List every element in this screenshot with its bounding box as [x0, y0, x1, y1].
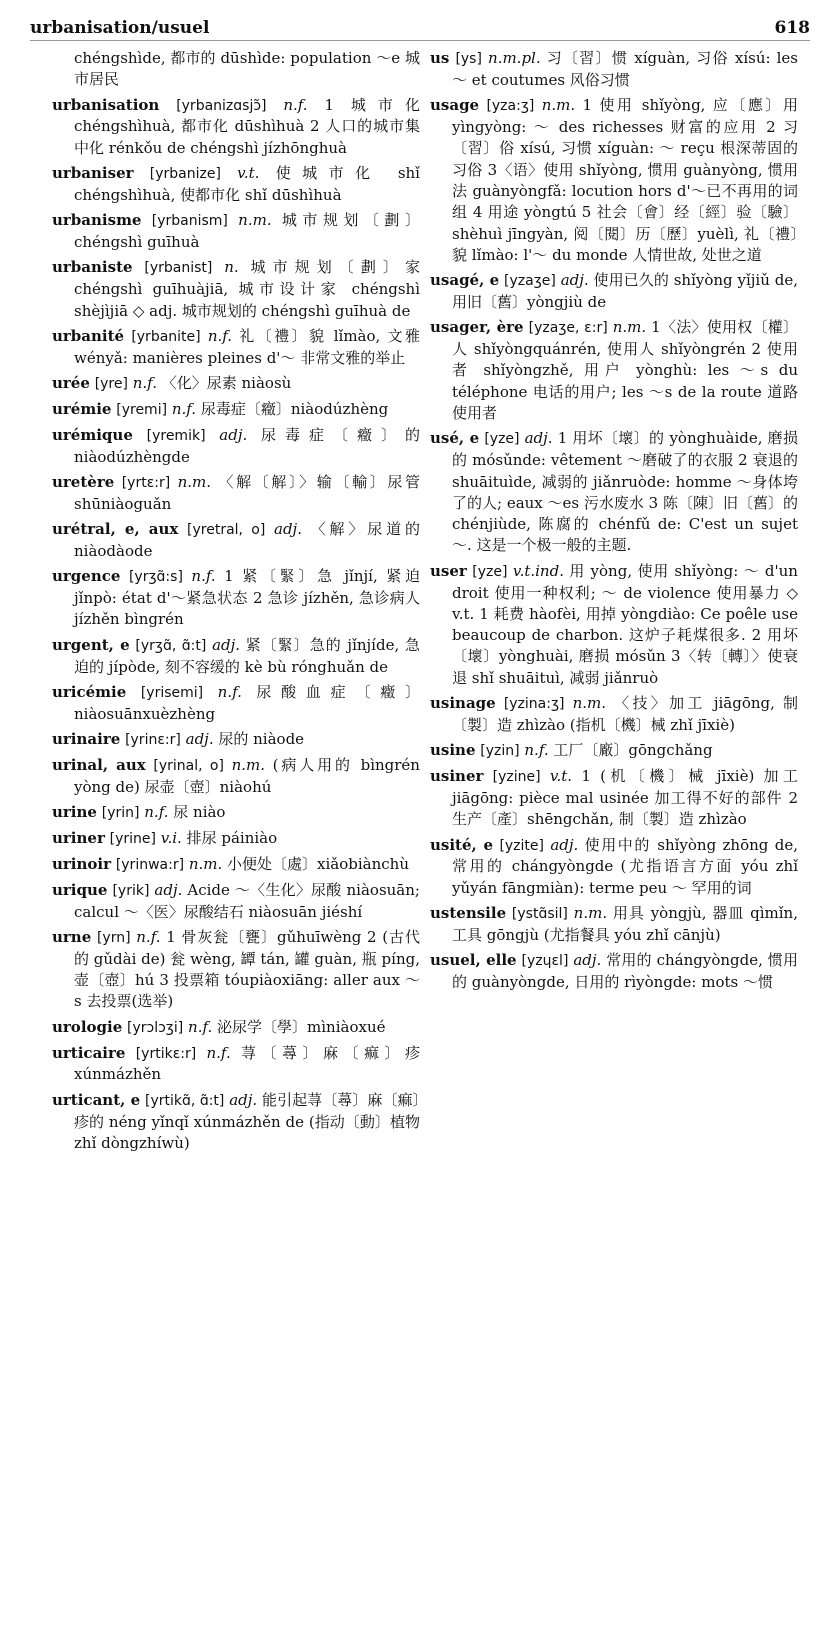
dictionary-entry [52, 257, 420, 321]
dictionary-entry [52, 854, 420, 876]
entry-part-of-speech: n.f. [283, 95, 308, 114]
entry-definition: 使城市化 shǐ chéngshìhuà, 使都市化 shǐ dūshìhuà [74, 164, 420, 204]
entry-definition: 〈技〉加工 jiāgōng, 制〔製〕造 zhìzào (指机〔機〕械 zhǐ jīxiè) [452, 694, 798, 734]
entry-part-of-speech: n.m. [573, 904, 608, 923]
entry-part-of-speech: n.f. [171, 399, 197, 418]
entry-headword: urétral, e, aux [52, 520, 179, 539]
dictionary-entry [430, 903, 798, 946]
entry-pronunciation: [yrbanism] [151, 213, 228, 230]
entry-definition: 尿毒症〔癥〕niàodúzhèng [200, 399, 389, 418]
dictionary-entry [52, 635, 420, 678]
dictionary-entry [52, 163, 420, 206]
entry-pronunciation: [yrinɛ:r] [125, 732, 181, 749]
dictionary-entry [52, 566, 420, 630]
entry-headword: usage [430, 96, 480, 115]
dictionary-entry [430, 740, 798, 762]
entry-definition: 用具 yòngjù, 器皿 qìmǐn, 工具 gōngjù (尤指餐具 yóu zhǐ cānjù) [452, 904, 798, 944]
entry-definition: 习〔習〕惯 xíguàn, 习俗 xísú: les ～ et coutumes 风俗习惯 [452, 49, 798, 89]
entry-definition: 1 紧〔緊〕急 jǐnjí, 紧迫 jǐnpò: état d'～紧急状态 2 急诊 jízhěn, 急诊病人 jízhěn bìngrén [74, 567, 420, 629]
entry-pronunciation: [yrtikɑ̃, ɑ̃:t] [145, 1092, 225, 1109]
page-header [30, 6, 810, 41]
entry-pronunciation: [yrinal, o] [153, 758, 224, 774]
entry-definition: 工厂〔廠〕gōngchǎng [553, 741, 713, 760]
entry-pronunciation: [yzina:ʒ] [503, 696, 565, 713]
entry-part-of-speech: adj. [550, 835, 579, 854]
dictionary-entry [52, 95, 420, 159]
dictionary-entry [52, 682, 420, 725]
entry-definition: 1 用坏〔壞〕的 yònghuàide, 磨损的 mósǔnde: vêtement ～磨破了的衣服 2 衰退的 shuāituìde, 减弱的 jiǎnruòde: homme ～身体垮了的人; eaux ～es 污水废水 3 陈〔陳〕旧〔舊〕的 chénjiùde, 陈腐的 chénfǔ de: C'est un sujet ～. 这是一个极一般的主题. [452, 429, 798, 555]
entry-headword: usité, e [430, 835, 494, 854]
entry-pronunciation: [yzɥɛl] [521, 953, 569, 970]
dictionary-entry [52, 472, 420, 515]
entry-part-of-speech: n.m. [572, 694, 607, 713]
dictionary-entry [52, 326, 420, 369]
entry-part-of-speech: n.m. [177, 472, 212, 491]
entry-headword: urne [52, 927, 92, 946]
entry-headword: uretère [52, 472, 115, 491]
dictionary-entry [52, 729, 420, 751]
entry-part-of-speech: adj. [185, 730, 214, 749]
entry-pronunciation: [yrik] [112, 882, 150, 899]
dictionary-entry [52, 399, 420, 421]
entry-definition: 城市规划〔劃〕家 chéngshì guīhuàjiā, 城市设计家 chéngshì shèjìjiā ◇ adj. 城市规划的 chéngshì guīhuà de [74, 258, 420, 320]
entry-part-of-speech: adj. [212, 635, 241, 654]
entry-part-of-speech: n.f. [217, 682, 242, 701]
entry-pronunciation: [yrɔlɔʒi] [127, 1019, 184, 1036]
entry-headword: ustensile [430, 904, 507, 923]
entry-headword: usé, e [430, 429, 480, 448]
entry-headword: urique [52, 880, 108, 899]
dictionary-entry [52, 1090, 420, 1154]
dictionary-entry [52, 48, 420, 91]
entry-pronunciation: [ystɑ̃sil] [511, 906, 568, 923]
entry-headword: urticaire [52, 1043, 126, 1062]
entry-part-of-speech: n.m.pl. [488, 49, 541, 67]
page-number: 618 [774, 17, 810, 38]
entry-part-of-speech: n. [224, 258, 239, 277]
entry-definition: 荨〔蕁〕麻〔痲〕疹 xúnmázhěn [74, 1043, 420, 1084]
entry-headword: urbaniser [52, 164, 134, 183]
dictionary-entry [52, 755, 420, 798]
entry-part-of-speech: n.f. [132, 374, 157, 393]
dictionary-entry [430, 766, 798, 830]
entry-part-of-speech: n.m. [231, 756, 266, 774]
entry-headword: urbanisation [52, 95, 160, 114]
entry-headword: usager, ère [430, 318, 524, 337]
entry-definition: 1〈法〉使用权〔權〕人 shǐyòngquánrén, 使用人 shǐyòngrén 2 使用者 shǐyòngzhě, 用户 yònghù: les ～s du téléphone 电话的用户; les ～s de la route 道路使用者 [452, 318, 798, 423]
entry-part-of-speech: n.f. [207, 326, 233, 345]
entry-pronunciation: [yremik] [146, 427, 206, 444]
entry-headword: urinaire [52, 730, 121, 749]
left-column [52, 48, 420, 1633]
entry-definition: 〈解〉尿道的 niàodàode [74, 520, 420, 561]
entry-pronunciation: [yze] [484, 431, 520, 448]
entry-part-of-speech: n.f. [188, 1017, 213, 1036]
entry-headword: urine [52, 803, 97, 822]
entry-pronunciation: [yrin] [101, 805, 140, 822]
entry-headword: usagé, e [430, 271, 500, 290]
dictionary-entry [52, 927, 420, 1013]
entry-definition: 尿的 niàode [218, 730, 305, 749]
entry-headword: urbanisme [52, 211, 142, 230]
entry-headword: user [430, 561, 467, 580]
entry-pronunciation: [yrn] [96, 929, 131, 946]
dictionary-entry [52, 802, 420, 824]
entry-headword: urticant, e [52, 1090, 141, 1109]
entry-pronunciation: [yze] [472, 563, 508, 580]
entry-pronunciation: [yrtɛ:r] [121, 474, 171, 491]
entry-part-of-speech: n.f. [191, 567, 216, 586]
entry-headword: urémique [52, 425, 133, 444]
entry-pronunciation: [yrbanite] [131, 328, 201, 345]
entry-pronunciation: [ys] [455, 51, 482, 67]
entry-pronunciation: [yrbanizɑsjɔ̃] [176, 97, 267, 114]
entry-pronunciation: [yretral, o] [187, 522, 266, 539]
entry-headword: us [430, 49, 450, 67]
entry-headword: urgence [52, 567, 121, 586]
entry-pronunciation: [yzine] [492, 769, 541, 786]
entry-pronunciation: [yre] [94, 376, 128, 393]
entry-headword: urémie [52, 399, 112, 418]
entry-headword: usiner [430, 767, 484, 786]
entry-pronunciation: [yzaʒe, ɛ:r] [528, 320, 608, 337]
entry-definition: 常用的 chángyòngde, 惯用的 guànyòngde, 日用的 rìyòngde: mots ～惯 [452, 951, 798, 992]
entry-pronunciation: [yrbanize] [149, 166, 221, 183]
dictionary-entry [52, 373, 420, 395]
entry-headword: uriner [52, 829, 105, 848]
dictionary-entry [430, 48, 798, 91]
entry-definition: 用 yòng, 使用 shǐyòng: ～ d'un droit 使用一种权利; ～ de violence 使用暴力 ◇ v.t. 1 耗费 hàofèi, 用掉 yòngdiào: Ce poêle use beaucoup de charbon. 这炉子耗煤很多. 2 用坏〔壞〕yònghuài, 磨损 mósǔn 3〈转〔轉〕〉使衰退 shǐ shuāituì, 减弱 jiǎnruò [452, 561, 798, 687]
entry-headword: urgent, e [52, 635, 130, 654]
entry-part-of-speech: adj. [524, 429, 553, 448]
entry-part-of-speech: n.m. [188, 854, 223, 873]
running-head: urbanisation/usuel [30, 17, 210, 38]
entry-definition: 尿毒症〔癥〕的 niàodúzhèngde [74, 425, 420, 466]
entry-definition: 1 使用 shǐyòng, 应〔應〕用 yìngyòng: ～ des richesses 财富的应用 2 习〔習〕俗 xísú, 习惯 xíguàn: ～ reçu 根深蒂固的习俗 3〈语〉使用 shǐyòng, 惯用 guànyòng, 惯用法 guànyòngfǎ: locution hors d'～已不再用的词组 4 用途 yòngtú 5 社会〔會〕经〔經〕验〔驗〕shèhuì jīngyàn, 阅〔閱〕历〔歷〕yuèlì, 礼〔禮〕貌 lǐmào: l'～ du monde 人情世故, 处世之道 [452, 96, 798, 264]
entry-headword: urinoir [52, 854, 112, 873]
entry-definition: 泌尿学〔學〕mìniàoxué [217, 1017, 386, 1036]
entry-definition: 排尿 páiniào [186, 829, 278, 848]
dictionary-entry [430, 317, 798, 424]
entry-part-of-speech: n.f. [524, 741, 549, 760]
entry-definition: 能引起荨〔蕁〕麻〔痲〕疹的 néng yǐnqǐ xúnmázhěn de (指动〔動〕植物 zhǐ dòngzhíwù) [74, 1090, 420, 1152]
entry-part-of-speech: v.t.ind. [512, 561, 564, 580]
entry-part-of-speech: n.m. [238, 211, 272, 230]
entry-definition: 小便处〔處〕xiǎobiànchù [227, 854, 409, 873]
entry-part-of-speech: n.m. [541, 96, 576, 115]
entry-definition: Acide ～〈生化〉尿酸 niàosuān; calcul ～〈医〉尿酸结石 niàosuān jiéshí [74, 880, 420, 921]
entry-definition: 紧〔緊〕急的 jǐnjíde, 急迫的 jípòde, 刻不容缓的 kè bù rónghuǎn de [74, 635, 420, 676]
entry-part-of-speech: adj. [154, 880, 183, 899]
dictionary-entry [52, 828, 420, 850]
entry-part-of-speech: v.t. [237, 164, 260, 183]
dictionary-entry [430, 561, 798, 689]
dictionary-entry [430, 95, 798, 266]
dictionary-entry [430, 270, 798, 313]
entry-pronunciation: [yrbanist] [144, 260, 213, 277]
entry-definition: chéngshìde, 都市的 dūshìde: population ～e 城市居民 [74, 49, 420, 89]
dictionary-entry [430, 950, 798, 993]
entry-headword: usinage [430, 694, 496, 713]
entry-definition: 礼〔禮〕貌 lǐmào, 文雅 wényǎ: manières pleines d'～ 非常文雅的举止 [74, 326, 420, 367]
entry-definition: (病人用的 bìngrén yòng de) 尿壶〔壺〕niàohú [74, 756, 420, 796]
dictionary-entry [52, 519, 420, 562]
entry-pronunciation: [yzin] [480, 743, 520, 760]
entry-definition: 1 骨灰瓮〔甕〕gǔhuīwèng 2 (古代的 gǔdài de) 瓮 wèng, 罈 tán, 罐 guàn, 瓶 píng, 壶〔壺〕hú 3 投票箱 tóupiàoxiāng: aller aux ～s 去投票(选举) [74, 927, 420, 1011]
entry-definition: 使用中的 shǐyòng zhōng de, 常用的 chángyòngde (尤指语言方面 yóu zhǐ yǔyán fāngmiàn): terme peu ～ 罕用的词 [452, 835, 798, 897]
entry-pronunciation: [yrʒɑ̃, ɑ̃:t] [135, 637, 207, 654]
entry-part-of-speech: adj. [219, 425, 248, 444]
entry-definition: 城市规划〔劃〕chéngshì guīhuà [74, 211, 420, 252]
entry-pronunciation: [yremi] [116, 401, 168, 418]
entry-pronunciation: [yzaʒe] [504, 273, 556, 290]
entry-part-of-speech: adj. [573, 951, 602, 970]
entry-part-of-speech: v.t. [549, 767, 573, 786]
entry-pronunciation: [yzite] [499, 837, 544, 854]
entry-part-of-speech: adj. [560, 271, 589, 290]
entry-headword: urbanité [52, 326, 125, 345]
entry-pronunciation: [yza:ʒ] [486, 98, 535, 115]
dictionary-entry [430, 693, 798, 736]
entry-headword: urinal, aux [52, 756, 146, 774]
entry-definition: 1 (机〔機〕械 jīxiè) 加工 jiāgōng: pièce mal usinée 加工得不好的部件 2 生产〔產〕shēngchǎn, 制〔製〕造 zhìzào [452, 767, 798, 829]
entry-definition: 尿酸血症〔癥〕niàosuānxuèzhèng [74, 682, 420, 723]
entry-part-of-speech: n.f. [144, 803, 169, 822]
entry-part-of-speech: n.m. [612, 318, 647, 337]
entry-part-of-speech: adj. [274, 520, 302, 539]
entry-headword: uricémie [52, 682, 127, 701]
dictionary-entry [52, 425, 420, 468]
entry-part-of-speech: n.f. [136, 927, 161, 946]
dictionary-entry [52, 210, 420, 253]
entry-headword: urée [52, 374, 90, 393]
entry-headword: urbaniste [52, 258, 133, 277]
dictionary-entry [52, 1017, 420, 1039]
entry-definition: 1 城市化 chéngshìhuà, 都市化 dūshìhuà 2 人口的城市集中化 rénkǒu de chéngshì jízhōnghuà [74, 95, 420, 157]
dictionary-entry [52, 880, 420, 923]
right-column [430, 48, 798, 1633]
entry-pronunciation: [yrinwa:r] [115, 856, 185, 873]
entry-headword: usine [430, 741, 476, 760]
entry-part-of-speech: adj. [229, 1090, 258, 1109]
dictionary-entry [430, 835, 798, 899]
entry-definition: 〈化〉尿素 niàosù [161, 374, 292, 393]
entry-definition: 〈解〔解〕〉输〔輸〕尿管 shūniàoguǎn [74, 472, 420, 513]
entry-pronunciation: [yrʒɑ̃:s] [128, 569, 183, 586]
entry-pronunciation: [yrtikɛ:r] [135, 1045, 197, 1062]
entry-headword: urologie [52, 1017, 123, 1036]
dictionary-entry [52, 1043, 420, 1086]
dictionary-entry [430, 428, 798, 556]
entry-pronunciation: [yrine] [109, 831, 156, 848]
entry-headword: usuel, elle [430, 951, 517, 970]
entry-part-of-speech: v.i. [160, 829, 182, 848]
entry-definition: 使用已久的 shǐyòng yǐjiǔ de, 用旧〔舊〕yòngjiù de [452, 271, 798, 311]
entry-definition: 尿 niào [173, 803, 226, 822]
entry-part-of-speech: n.f. [206, 1043, 231, 1062]
entry-pronunciation: [yrisemi] [140, 684, 204, 701]
